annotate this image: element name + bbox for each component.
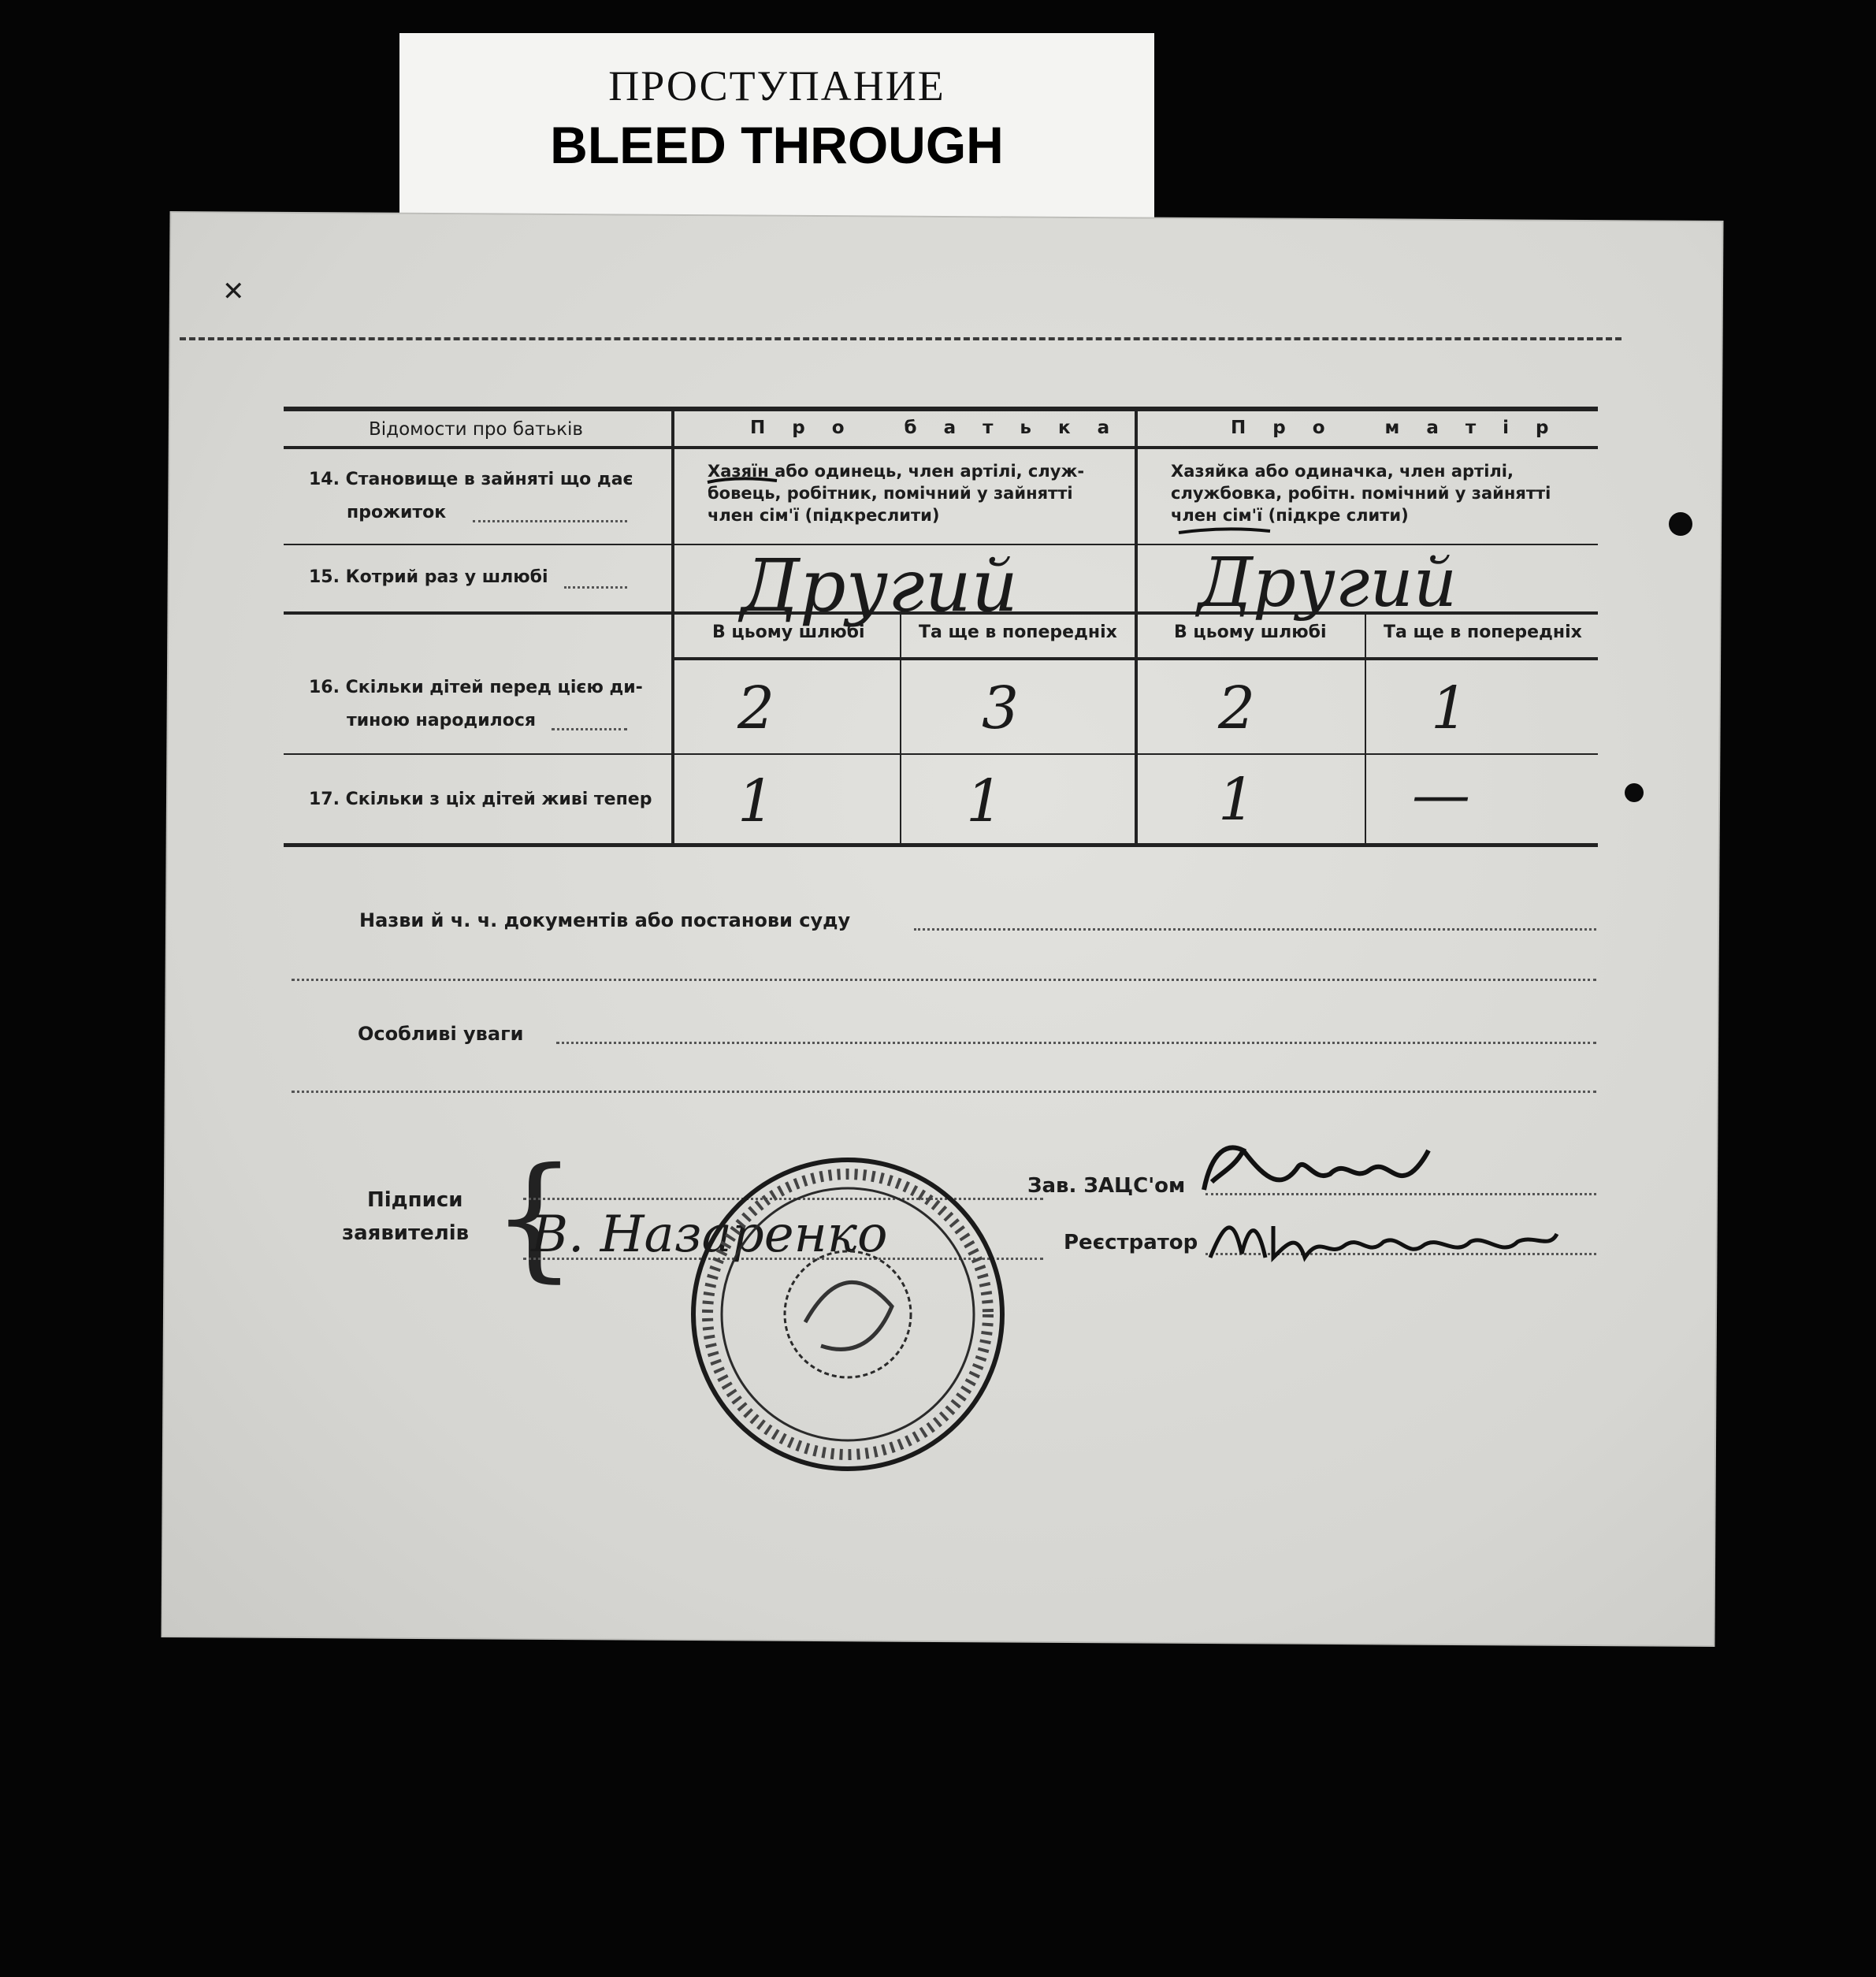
- table-bottom-border: [284, 843, 1598, 847]
- row14-mother-line2: службовка, робітн. помічний у зайнятті: [1171, 484, 1551, 503]
- row16-father-this: 2: [737, 674, 775, 742]
- row17-mother-this: 1: [1218, 766, 1256, 834]
- row14-father-line3: член сім'ї (підкреслити): [708, 506, 940, 525]
- applicant-signature: В. Назаренко: [531, 1206, 888, 1264]
- label-english: BLEED THROUGH: [550, 116, 1004, 174]
- punch-hole-icon: [1625, 783, 1644, 802]
- punch-hole-icon: [1669, 512, 1692, 536]
- subheader-mother-this: В цьому шлюбі: [1174, 622, 1327, 642]
- row14-father-line1: Хазяїн або одинець, член артілі, служ-: [708, 462, 1085, 481]
- row16-father-prev: 3: [982, 674, 1020, 742]
- subheader-father-prev: Та ще в попередніх: [919, 622, 1117, 642]
- head-signature: [1188, 1135, 1440, 1206]
- applicants-label-line2: заявителів: [342, 1221, 470, 1245]
- official-seal: [687, 1157, 1009, 1472]
- table-col-divider-1: [671, 410, 674, 845]
- row16-label-line1: 16. Скільки дітей перед цією ди-: [309, 678, 643, 697]
- perforation-line: [180, 337, 1622, 340]
- subheader-father-this: В цьому шлюбі: [712, 622, 865, 642]
- row17-father-prev: 1: [966, 767, 1004, 835]
- row14-father-underline: [706, 474, 778, 485]
- row17-father-this: 1: [737, 767, 775, 835]
- label-russian: ПРОСТУПАНИЕ: [608, 62, 945, 110]
- row14-dots: [473, 520, 627, 522]
- row14-mother-line1: Хазяйка або одиначка, член артілі,: [1171, 462, 1514, 481]
- table-header-divider: [284, 446, 1598, 449]
- applicants-label-line1: Підписи: [367, 1188, 463, 1212]
- row16-mother-this: 2: [1218, 674, 1256, 742]
- table-col-divider-mother: [1365, 615, 1366, 845]
- applicants-brace-icon: {: [492, 1139, 578, 1295]
- row15-mother-value: Другий: [1198, 544, 1458, 622]
- row14-father-line2: бовець, робітник, помічний у зайнятті: [708, 484, 1073, 503]
- row16-dots: [552, 728, 627, 730]
- row16-mother-prev: 1: [1431, 674, 1469, 742]
- row15-dots: [564, 586, 627, 589]
- row14-mother-underline: [1177, 523, 1272, 536]
- documents-dots-1: [914, 928, 1596, 931]
- header-father: Про батька: [750, 418, 1137, 438]
- row17-label: 17. Скільки з ціх дітей живі тепер: [309, 790, 652, 809]
- notes-dots-1: [556, 1042, 1596, 1044]
- registrar-label: Реєстратор: [1064, 1231, 1198, 1254]
- row14-label-line1: 14. Становище в зайняті що дає: [309, 470, 633, 489]
- subheader-mother-prev: Та ще в попередніх: [1384, 622, 1582, 642]
- table-col-divider-father: [900, 615, 901, 845]
- row17-mother-prev: —: [1412, 761, 1470, 829]
- row15-label: 15. Котрий раз у шлюбі: [309, 567, 548, 587]
- documents-label: Назви й ч. ч. документів або постанови суду: [359, 909, 851, 931]
- table-col-divider-2: [1135, 410, 1138, 845]
- notes-dots-2: [292, 1091, 1596, 1093]
- row15-father-value: Другий: [741, 544, 1019, 628]
- registrar-signature: [1202, 1210, 1565, 1273]
- row16-divider: [284, 753, 1598, 755]
- corner-mark-icon: ✕: [222, 276, 245, 307]
- head-label: Зав. ЗАЦС'ом: [1027, 1174, 1186, 1198]
- row16-label-line2: тиною народилося: [347, 711, 537, 730]
- table-top-border: [284, 407, 1598, 411]
- header-mother: Про матір: [1231, 418, 1576, 438]
- header-info: Відомости про батьків: [369, 419, 583, 440]
- notes-label: Особливі уваги: [358, 1023, 524, 1045]
- row14-label-line2: прожиток: [347, 503, 447, 522]
- documents-dots-2: [292, 979, 1596, 981]
- row14-mother-line3: член сім'ї (підкре слити): [1171, 506, 1409, 525]
